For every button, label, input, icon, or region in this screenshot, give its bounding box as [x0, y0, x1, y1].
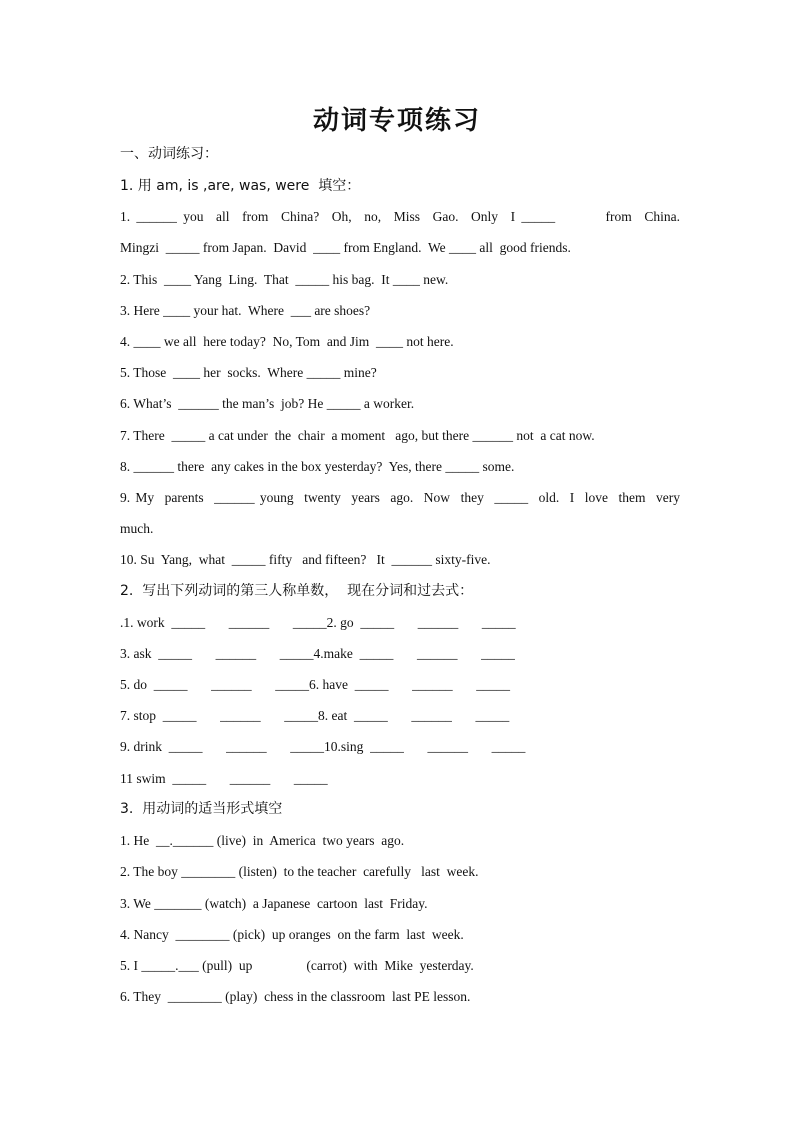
- part2-line: .1. work _____ ______ _____2. go _____ ______ _____: [120, 615, 516, 630]
- part1-line: 8. ______ there any cakes in the box yesterday? Yes, there _____ some.: [120, 459, 515, 474]
- part2-line: 9. drink _____ ______ _____10.sing _____ ______ _____: [120, 739, 526, 754]
- part1-line: 3. Here ____ your hat. Where ___ are shoes?: [120, 303, 371, 318]
- part1-line: 4. ____ we all here today? No, Tom and Jim ____ not here.: [120, 334, 454, 349]
- part3-line: 5. I _____.___ (pull) up (carrot) with Mike yesterday.: [120, 958, 474, 973]
- part2-line: 7. stop _____ ______ _____8. eat _____ ______ _____: [120, 708, 510, 723]
- part2-heading: 2. 写出下列动词的第三人称单数， 现在分词和过去式：: [120, 583, 474, 599]
- part3-line: 4. Nancy ________ (pick) up oranges on the farm last week.: [120, 927, 464, 942]
- part3-line: 1. He __.______ (live) in America two years ago.: [120, 833, 405, 848]
- part2-line: 11 swim _____ ______ _____: [120, 771, 328, 786]
- part1-line: 7. There _____ a cat under the chair a moment ago, but there ______ not a cat now.: [120, 428, 595, 443]
- part1-line: Mingzi _____ from Japan. David ____ from England. We ____ all good friends.: [120, 240, 571, 255]
- section-heading: 一、动词练习：: [120, 146, 218, 162]
- part1-line: 1. ______ you all from China? Oh, no, Miss Gao. Only I _____ from China.: [120, 209, 680, 224]
- part1-line: 5. Those ____ her socks. Where _____ mine?: [120, 365, 377, 380]
- part1-heading: 1. 用 am, is ,are, was, were 填空：: [120, 178, 361, 194]
- part1-line: 9. My parents ______ young twenty years ago. Now they _____ old. I love them very: [120, 490, 680, 505]
- part3-heading: 3. 用动词的适当形式填空: [120, 801, 283, 817]
- part3-line: 2. The boy ________ (listen) to the teacher carefully last week.: [120, 864, 479, 879]
- part3-line: 6. They ________ (play) chess in the classroom last PE lesson.: [120, 989, 471, 1004]
- part3-line: 3. We _______ (watch) a Japanese cartoon last Friday.: [120, 896, 428, 911]
- part1-line: 10. Su Yang, what _____ fifty and fifteen? It ______ sixty-five.: [120, 552, 491, 567]
- part2-line: 3. ask _____ ______ _____4.make _____ ______ _____: [120, 646, 515, 661]
- part1-line: 6. What’s ______ the man’s job? He _____ a worker.: [120, 396, 415, 411]
- part1-line: 2. This ____ Yang Ling. That _____ his bag. It ____ new.: [120, 272, 449, 287]
- part1-line: much.: [120, 521, 154, 536]
- page-title: 动词专项练习: [312, 106, 481, 136]
- part2-line: 5. do _____ ______ _____6. have _____ ______ _____: [120, 677, 510, 692]
